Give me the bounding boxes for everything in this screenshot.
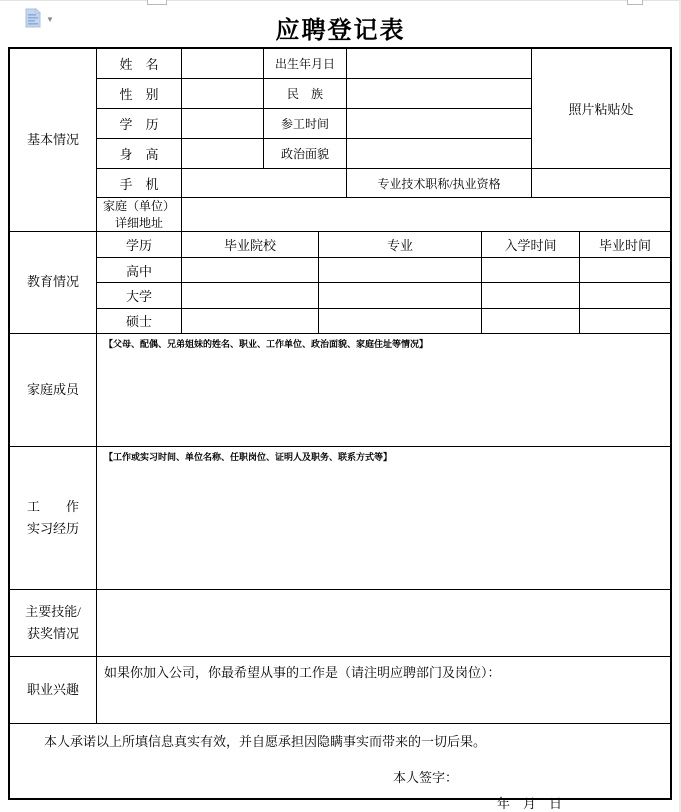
work-start-input-cell[interactable]	[347, 109, 531, 138]
edu-university-start-cell[interactable]	[482, 283, 580, 307]
edu-highschool-end-cell[interactable]	[580, 258, 670, 282]
interest-prompt: 如果你加入公司，你最希望从事的工作是（请注明应聘部门及岗位）：	[104, 665, 501, 680]
date-label: 年 月 日	[497, 796, 563, 811]
application-form-table	[8, 47, 672, 811]
mobile-label: 手 机	[97, 169, 182, 197]
education-section	[10, 232, 670, 334]
work-experience-section	[10, 447, 670, 590]
edu-master-start-cell[interactable]	[482, 309, 580, 333]
name-label: 姓 名	[97, 49, 182, 78]
edu-master-major-cell[interactable]	[319, 309, 482, 333]
career-interest-section	[10, 657, 670, 724]
work-section-label: 工 作 实习经历	[10, 447, 97, 589]
education-level-label: 学 历	[97, 109, 182, 138]
work-input-area[interactable]	[97, 447, 670, 589]
height-input-cell[interactable]	[182, 139, 264, 168]
family-input-area[interactable]	[97, 334, 670, 446]
photo-paste-label: 照片粘贴处	[568, 102, 634, 117]
education-section-label: 教育情况	[10, 232, 97, 333]
skills-section	[10, 590, 670, 657]
mobile-input-cell[interactable]	[182, 169, 347, 197]
interest-input-area[interactable]	[97, 657, 670, 723]
family-section	[10, 334, 670, 447]
family-note: 【父母、配偶、兄弟姐妹的姓名、职业、工作单位、政治面貌、家庭住址等情况】	[104, 339, 429, 349]
ethnicity-label: 民 族	[264, 79, 347, 108]
window-top-edge	[0, 0, 681, 1]
edu-master-end-cell[interactable]	[580, 309, 670, 333]
basic-section-label: 基本情况	[10, 49, 97, 231]
ethnicity-input-cell[interactable]	[347, 79, 531, 108]
political-status-input-cell[interactable]	[347, 139, 531, 168]
gender-label: 性 别	[97, 79, 182, 108]
ruler-artifact-right	[627, 0, 643, 5]
basic-info-section	[10, 49, 670, 232]
professional-title-label: 专业技术职称/执业资格	[347, 169, 532, 197]
education-level-input-cell[interactable]	[182, 109, 264, 138]
work-start-label: 参工时间	[264, 109, 347, 138]
edu-university-major-cell[interactable]	[319, 283, 482, 307]
edu-row-master-label: 硕士	[97, 309, 182, 333]
address-input-cell[interactable]	[182, 198, 670, 231]
edu-row-university-label: 大学	[97, 283, 182, 307]
height-label: 身 高	[97, 139, 182, 168]
professional-title-input-cell[interactable]	[532, 169, 670, 197]
skills-input-area[interactable]	[97, 590, 670, 656]
gender-input-cell[interactable]	[182, 79, 264, 108]
edu-highschool-school-cell[interactable]	[182, 258, 319, 282]
interest-section-label: 职业兴趣	[10, 657, 97, 723]
edu-header-end: 毕业时间	[598, 238, 651, 253]
edu-header-school: 毕业院校	[182, 232, 319, 257]
birthdate-label: 出生年月日	[264, 49, 347, 78]
edu-master-school-cell[interactable]	[182, 309, 319, 333]
photo-paste-area[interactable]	[532, 49, 670, 168]
signature-label: 本人签字：	[393, 770, 459, 785]
edu-header-start: 入学时间	[482, 232, 580, 257]
edu-highschool-start-cell[interactable]	[482, 258, 580, 282]
edu-university-end-cell[interactable]	[580, 283, 670, 307]
ruler-artifact-left	[147, 0, 167, 5]
name-input-cell[interactable]	[182, 49, 264, 78]
birthdate-input-cell[interactable]	[347, 49, 531, 78]
edu-highschool-major-cell[interactable]	[319, 258, 482, 282]
skills-section-label: 主要技能/ 获奖情况	[10, 590, 97, 656]
declaration-text: 本人承诺以上所填信息真实有效，并自愿承担因隐瞒事实而带来的一切后果。	[44, 734, 487, 749]
address-label: 家庭（单位） 详细地址	[97, 198, 182, 231]
edu-university-school-cell[interactable]	[182, 283, 319, 307]
edu-header-major: 专业	[319, 232, 482, 257]
edu-header-level: 学历	[97, 232, 182, 257]
work-note: 【工作或实习时间、单位名称、任职岗位、证明人及职务、联系方式等】	[104, 452, 393, 462]
political-status-label: 政治面貌	[264, 139, 347, 168]
family-section-label: 家庭成员	[10, 334, 97, 446]
page-title: 应聘登记表	[275, 18, 406, 44]
edu-row-highschool-label: 高中	[97, 258, 182, 282]
declaration-section	[10, 724, 670, 812]
dropdown-arrow-icon: ▼	[46, 15, 54, 24]
